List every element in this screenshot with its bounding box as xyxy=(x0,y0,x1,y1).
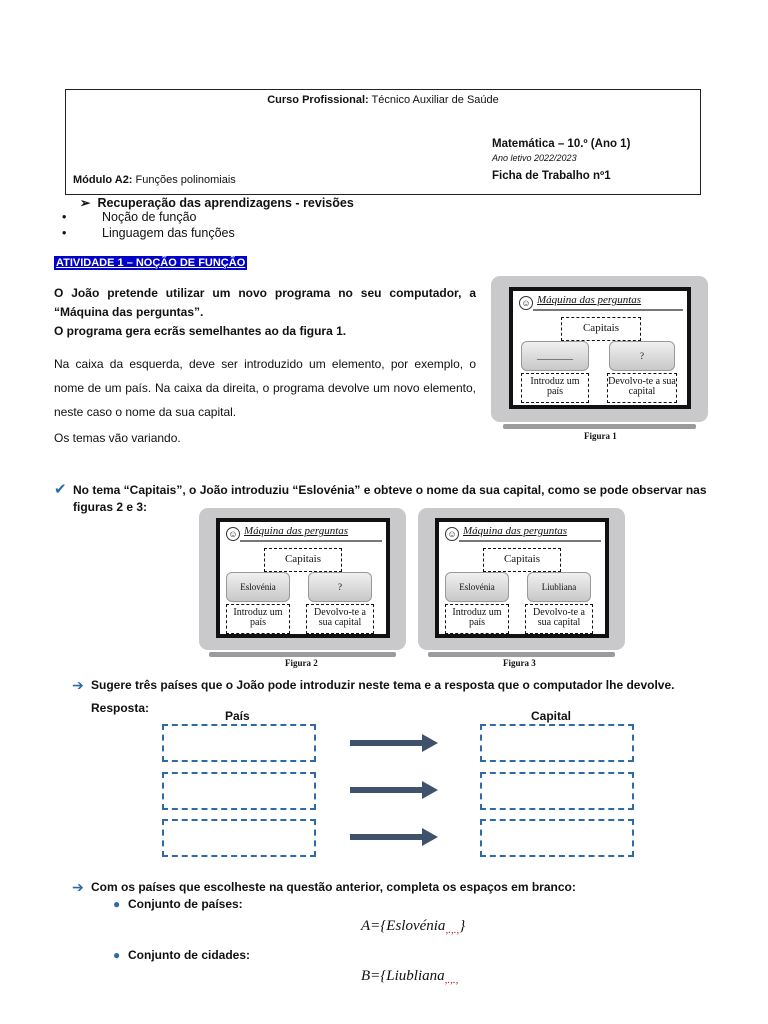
set-cities-expr xyxy=(361,968,458,986)
topic-label: Linguagem das funções xyxy=(102,226,235,240)
arrow-icon xyxy=(350,787,424,793)
country-input-1[interactable] xyxy=(162,724,316,762)
output-hint: Devolvo-te a sua capital xyxy=(525,604,593,634)
topic-item xyxy=(62,210,197,224)
bullet-icon: ● xyxy=(113,897,121,911)
theme-box: Capitais xyxy=(264,548,342,572)
figure1-monitor xyxy=(491,276,708,422)
intro-p1: O João pretende utilizar um novo programa no seu computador, a “Máquina das perguntas”. xyxy=(54,286,476,319)
theme-box: Capitais xyxy=(483,548,561,572)
capital-input-1[interactable] xyxy=(480,724,634,762)
blank-marks: ,.,., xyxy=(444,974,459,986)
smiley-icon: ☺ xyxy=(226,527,240,541)
set-countries-expr xyxy=(361,918,465,936)
intro-p2: O programa gera ecrãs semelhantes ao da figura 1. xyxy=(54,324,347,338)
output-box: ? xyxy=(609,341,675,371)
input-box: Eslovénia xyxy=(226,572,290,602)
bullet-icon: • xyxy=(62,226,67,240)
set-b-text: B={Liubliana xyxy=(361,968,445,984)
course-line xyxy=(66,94,700,106)
activity-title: ATIVIDADE 1 – NOÇÃO DE FUNÇÃO xyxy=(56,257,246,269)
input-hint: Introduz um país xyxy=(521,373,589,403)
input-hint: Introduz um país xyxy=(226,604,290,634)
country-input-2[interactable] xyxy=(162,772,316,810)
course-label: Curso Profissional: xyxy=(267,94,369,106)
module-value: Funções polinomiais xyxy=(132,174,236,186)
q2-text: Com os países que escolheste na questão anterior, completa os espaços em branco: xyxy=(91,880,576,894)
blank-marks: ,.,., xyxy=(445,924,460,936)
set-a-text: A={Eslovénia xyxy=(361,918,446,934)
arrow-right-icon: ➔ xyxy=(72,677,84,693)
module-line xyxy=(73,174,236,186)
figure2-screen xyxy=(216,518,390,638)
bullet-icon: ● xyxy=(113,948,121,962)
subject: Matemática – 10.º (Ano 1) xyxy=(492,138,631,150)
input-box: Eslovénia xyxy=(445,572,509,602)
arrow-icon xyxy=(350,740,424,746)
monitor-stand xyxy=(209,652,396,657)
bullet-icon: • xyxy=(62,210,67,224)
country-input-3[interactable] xyxy=(162,819,316,857)
machine-title: Máquina das perguntas xyxy=(463,525,568,537)
figure1-screen xyxy=(509,287,691,409)
arrow-bullet-icon: ➢ xyxy=(80,196,91,210)
topic-item xyxy=(62,226,235,240)
figure1-caption: Figura 1 xyxy=(584,431,617,441)
title-divider xyxy=(533,309,683,311)
course-value: Técnico Auxiliar de Saúde xyxy=(368,94,499,106)
intro-p4: Os temas vão variando. xyxy=(54,431,181,445)
output-box: ? xyxy=(308,572,372,602)
column-capital: Capital xyxy=(531,709,572,723)
module-label: Módulo A2: xyxy=(73,174,133,186)
intro-p3: Na caixa da esquerda, deve ser introduzido um elemento, por exemplo, o nome de um país. Na caixa da direita, o programa devolve um novo elemento, neste caso o nome da sua capital. xyxy=(54,357,476,419)
input-hint: Introduz um país xyxy=(445,604,509,634)
theme-box: Capitais xyxy=(561,317,641,341)
school-year: Ano letivo 2022/2023 xyxy=(492,153,577,163)
smiley-icon: ☺ xyxy=(519,296,533,310)
output-box: Liubliana xyxy=(527,572,591,602)
set-countries-label: Conjunto de países: xyxy=(128,897,243,911)
answer-label: Resposta: xyxy=(91,701,150,715)
output-hint: Devolvo-te a sua capital xyxy=(306,604,374,634)
column-country: País xyxy=(225,709,250,723)
monitor-stand xyxy=(428,652,615,657)
question-intro: No tema “Capitais”, o João introduziu “Eslovénia” e obteve o nome da sua capital, como se pode observar nas figuras 2 e 3: xyxy=(73,483,707,515)
figure3-caption: Figura 3 xyxy=(503,658,536,668)
topics-main: Recuperação das aprendizagens - revisões xyxy=(97,196,354,210)
monitor-stand xyxy=(503,424,696,429)
capital-input-2[interactable] xyxy=(480,772,634,810)
arrow-right-icon: ➔ xyxy=(72,879,84,895)
capital-input-3[interactable] xyxy=(480,819,634,857)
topic-label: Noção de função xyxy=(102,210,197,224)
figure2-monitor xyxy=(199,508,406,650)
figure3-monitor xyxy=(418,508,625,650)
figure2-caption: Figura 2 xyxy=(285,658,318,668)
set-cities-label: Conjunto de cidades: xyxy=(128,948,251,962)
smiley-icon: ☺ xyxy=(445,527,459,541)
check-icon: ✔ xyxy=(54,481,67,498)
topics-heading xyxy=(80,195,354,210)
q1-text: Sugere três países que o João pode introduzir neste tema e a resposta que o computador lhe devolve. xyxy=(91,678,675,692)
title-divider xyxy=(459,540,601,542)
header-box xyxy=(65,89,701,195)
close-brace: } xyxy=(459,918,466,934)
sheet-title: Ficha de Trabalho nº1 xyxy=(492,170,611,182)
arrow-icon xyxy=(350,834,424,840)
figure3-screen xyxy=(435,518,609,638)
output-hint: Devolvo-te a sua capital xyxy=(607,373,677,403)
machine-title: Máquina das perguntas xyxy=(244,525,349,537)
input-box: ________ xyxy=(521,341,589,371)
machine-title: Máquina das perguntas xyxy=(537,294,642,306)
title-divider xyxy=(240,540,382,542)
